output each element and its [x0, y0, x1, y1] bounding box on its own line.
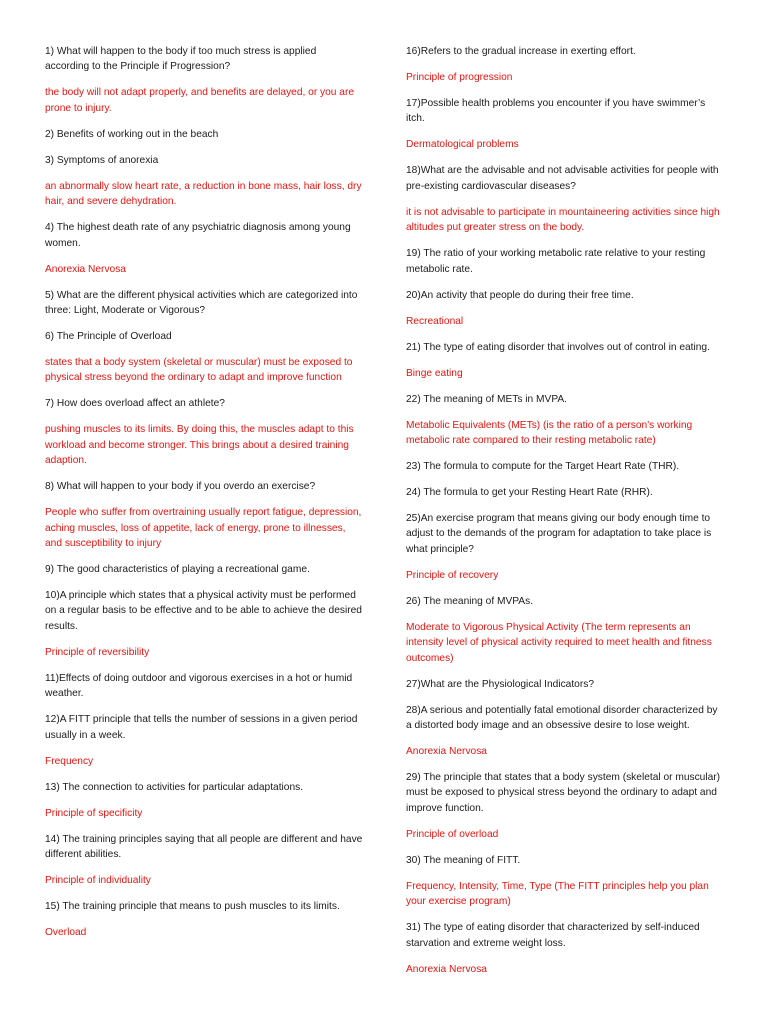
answer-text: Anorexia Nervosa: [45, 263, 126, 275]
answer-text: Principle of recovery: [406, 569, 499, 581]
answer-text: Anorexia Nervosa: [406, 963, 487, 975]
answer-text: the body will not adapt properly, and benefits are delayed, or you are prone to injury.: [45, 87, 355, 114]
question-text: 11)Effects of doing outdoor and vigorous exercises in a hot or humid weather.: [45, 672, 353, 700]
question-text: 31) The type of eating disorder that characterized by self-induced starvation and extreme weight loss.: [406, 922, 700, 949]
question-text: 13) The connection to activities for particular adaptations.: [45, 781, 304, 793]
question-text: 26) The meaning of MVPAs.: [406, 595, 534, 607]
question-text: 2) Benefits of working out in the beach: [45, 128, 219, 140]
question-text: 14) The training principles saying that all people are different and have different abilities.: [45, 833, 363, 861]
answer-text: People who suffer from overtraining usually report fatigue, depression, aching muscles, loss of appetite, lack of energy, prone to illnesses, and susceptibility to injury: [45, 507, 362, 550]
answer-text: Anorexia Nervosa: [406, 746, 487, 758]
question-text: 24) The formula to get your Resting Heart Rate (RHR).: [406, 487, 653, 499]
question-text: 4) The highest death rate of any psychiatric diagnosis among young women.: [45, 222, 351, 249]
answer-text: Principle of progression: [406, 72, 513, 83]
answer-text: Binge eating: [406, 367, 463, 379]
answer-text: pushing muscles to its limits. By doing this, the muscles adapt to this workload and become stronger. This brings about a desired training adaption.: [45, 424, 354, 467]
question-text: 17)Possible health problems you encounter if you have swimmer’s itch.: [406, 98, 706, 125]
answer-text: Metabolic Equivalents (METs) (is the ratio of a person's working metabolic rate compared to their resting metabolic rate): [406, 419, 693, 447]
question-text: 7) How does overload affect an athlete?: [45, 398, 225, 410]
answer-text: Principle of reversibility: [45, 646, 150, 658]
question-text: 1) What will happen to the body if too much stress is applied according to the Principle if Progression?: [45, 46, 317, 73]
answer-text: Frequency: [45, 755, 94, 767]
question-text: 19) The ratio of your working metabolic rate relative to your resting metabolic rate.: [406, 248, 706, 275]
question-text: 21) The type of eating disorder that involves out of control in eating.: [406, 341, 710, 353]
left-column: [45, 44, 363, 951]
answer-text: states that a body system (skeletal or muscular) must be exposed to physical stress beyond the ordinary to adapt and improve function: [45, 357, 353, 384]
question-text: 5) What are the different physical activities which are categorized into three: Light, Moderate or Vigorous?: [45, 289, 358, 317]
question-text: 25)An exercise program that means giving our body enough time to adjust to the demands of the program for adaptation to take place is what principle?: [406, 513, 712, 555]
question-text: 15) The training principle that means to push muscles to its limits.: [45, 901, 340, 913]
question-text: 28)A serious and potentially fatal emotional disorder characterized by a distorted body image and an obsessive desire to lose weight.: [406, 704, 718, 732]
answer-text: Overload: [45, 927, 87, 939]
question-text: 6) The Principle of Overload: [45, 331, 172, 343]
answer-text: Moderate to Vigorous Physical Activity (The term represents an intensity level of physical activity required to meet health and fitness outcomes): [406, 621, 712, 664]
question-text: 18)What are the advisable and not advisable activities for people with pre-existing cardiovascular diseases?: [406, 165, 719, 192]
question-text: 22) The meaning of METs in MVPA.: [406, 393, 567, 405]
question-text: 23) The formula to compute for the Target Heart Rate (THR).: [406, 461, 680, 473]
answer-text: Principle of overload: [406, 828, 499, 840]
question-text: 20)An activity that people do during their free time.: [406, 289, 634, 301]
question-text: 30) The meaning of FITT.: [406, 854, 521, 866]
answer-text: Principle of specificity: [45, 807, 143, 819]
question-text: 3) Symptoms of anorexia: [45, 154, 159, 166]
answer-text: Principle of individuality: [45, 875, 151, 887]
answer-text: Recreational: [406, 315, 464, 327]
question-text: 16)Refers to the gradual increase in exerting effort.: [406, 46, 636, 57]
question-text: 8) What will happen to your body if you overdo an exercise?: [45, 481, 316, 493]
answer-text: Dermatological problems: [406, 139, 519, 151]
question-text: 29) The principle that states that a body system (skeletal or muscular) must be exposed to physical stress beyond the ordinary to adapt and improve function.: [406, 772, 721, 814]
question-text: 27)What are the Physiological Indicators?: [406, 678, 595, 690]
answer-text: an abnormally slow heart rate, a reduction in bone mass, hair loss, dry hair, and severe dehydration.: [45, 180, 362, 208]
answer-text: Frequency, Intensity, Time, Type (The FITT principles help you plan your exercise program): [406, 880, 709, 908]
question-text: 9) The good characteristics of playing a recreational game.: [45, 564, 310, 576]
question-text: 10)A principle which states that a physical activity must be performed on a regular basis to be effective and to be able to achieve the desired results.: [45, 590, 362, 632]
answer-text: it is not advisable to participate in mountaineering activities since high altitudes put greater stress on the body.: [406, 206, 720, 234]
question-text: 12)A FITT principle that tells the number of sessions in a given period usually in a week.: [45, 714, 358, 741]
right-column: [406, 44, 724, 988]
